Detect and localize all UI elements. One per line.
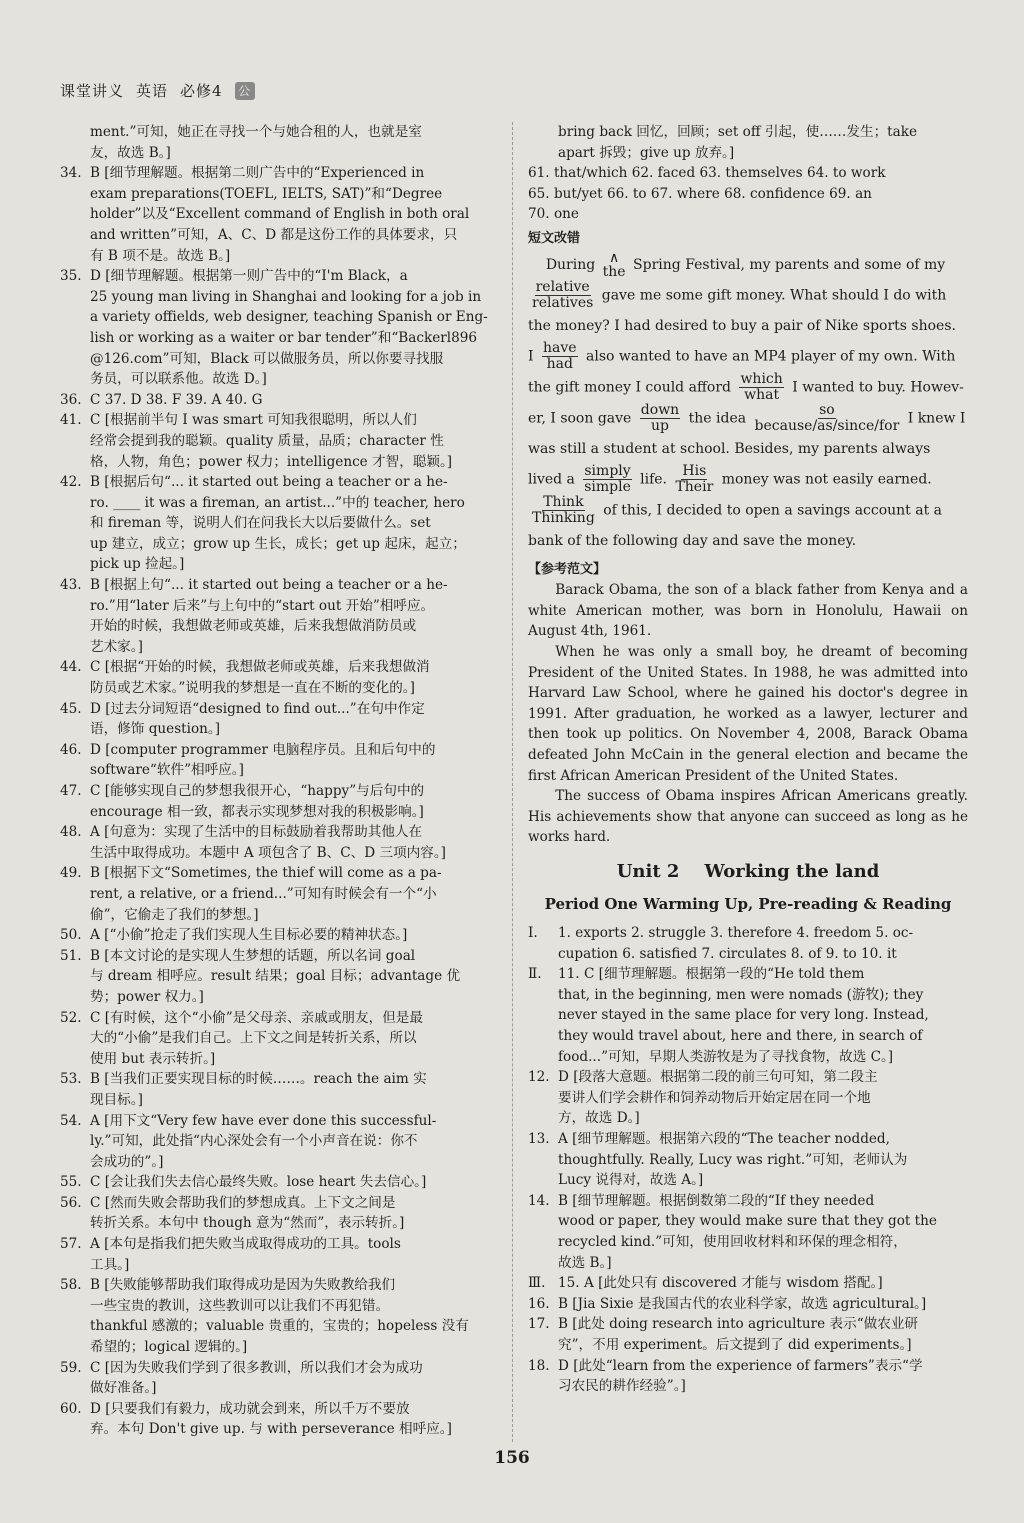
item-text-continued: 经常会提到我的聪颖。quality 质量，品质；character 性 (90, 432, 444, 449)
correction-have: $\frac{\text{have}}{\text{had}}$ (542, 339, 577, 372)
item-number: 55. (60, 1174, 82, 1191)
item-text-continued: ro. ____ it was a fireman, an artist...”中的 teacher, hero (90, 494, 465, 511)
answer-item (528, 1191, 968, 1212)
answer-item (60, 1069, 500, 1090)
item-text: C [能够实现自己的梦想我很开心，“happy”与后句中的 (90, 783, 425, 799)
item-text: B [本文讨论的是实现人生梦想的话题，所以名词 goal (90, 947, 416, 964)
item-text-continued: never stayed in the same place for very long. Instead, (558, 1007, 929, 1024)
item-text-continued: 生活中取得成功。本题中 A 项包含了 B、C、D 三项内容。] (90, 844, 446, 861)
item-number: 45. (60, 700, 82, 717)
item-number: 53. (60, 1071, 82, 1088)
item-text-continued: food...”可知，早期人类游牧是为了寻找食物，故选 C。] (558, 1048, 894, 1065)
answer-item (528, 1314, 968, 1335)
right-intro-line: apart 拆毁；give up 放弃。] (558, 144, 735, 161)
essay-paragraph: The success of Obama inspires African Americans greatly. His achievements show that anyone can succeed as long as he works hard. (528, 788, 968, 846)
answer-item (60, 657, 500, 678)
answer-item (60, 946, 500, 967)
book-title: 课堂讲义 (60, 82, 125, 100)
item-text-continued: they would travel about, here and there, in search of (558, 1028, 923, 1045)
item-text: 15. A [此处只有 discovered 才能与 wisdom 搭配。] (558, 1275, 883, 1292)
answer-item (60, 575, 500, 596)
item-number: 54. (60, 1112, 82, 1129)
item-text-continued: wood or paper, they would make sure that they got the (558, 1213, 937, 1230)
item-text-continued: 格，人物，角色；power 权力；intelligence 才智，聪颖。] (90, 453, 453, 470)
answer-item (60, 1275, 500, 1296)
item-text: C [会让我们失去信心最终失败。lose heart 失去信心。] (90, 1174, 427, 1191)
module-label: 必修4 (180, 82, 223, 100)
insertion-mark: ∧ the (602, 249, 626, 280)
item-text: B [此处 doing research into agriculture 表示“做农业研 (558, 1316, 919, 1333)
right-column (528, 122, 968, 1397)
item-text-continued: 希望的；logical 逻辑的。] (90, 1339, 248, 1356)
item-text: 11. C [细节理解题。根据第一段的“He told them (558, 966, 865, 983)
item-text-continued: 防员或艺术家。”说明我的梦想是一直在不断的变化的。] (90, 680, 415, 697)
item-text-continued: 弃。本句 Don't give up. 与 with perseverance 相呼应。] (90, 1421, 452, 1438)
item-text: D [只要我们有毅力，成功就会到来，所以千万不要放 (90, 1400, 410, 1417)
answer-item (528, 1356, 968, 1377)
item-text-continued: 会成功的”。] (90, 1153, 164, 1170)
item-text-continued: 现目标。] (90, 1091, 143, 1108)
answer-item (60, 925, 500, 946)
right-answer-list (528, 923, 968, 1397)
item-number: Ⅲ. (528, 1275, 546, 1292)
answer-item (60, 266, 500, 287)
item-text: C [根据“开始的时候，我想做老师或英雄，后来我想做消 (90, 659, 430, 676)
item-text: A [本句是指我们把失败当成取得成功的工具。tools (90, 1236, 401, 1253)
item-text-continued: 要讲人们学会耕作和饲养动物后开始定居在同一个地 (558, 1089, 871, 1106)
item-text: B [细节理解题。根据倒数第二段的“If they needed (558, 1192, 875, 1209)
item-number: 43. (60, 577, 82, 594)
item-text: A [句意为：实现了生活中的目标鼓励着我帮助其他人在 (90, 824, 423, 841)
item-number: 12. (528, 1069, 550, 1086)
answer-item (60, 822, 500, 843)
item-text-continued: pick up 捡起。] (90, 556, 185, 573)
item-text: D [段落大意题。根据第二段的前三句可知，第二段主 (558, 1069, 878, 1086)
item-number: 13. (528, 1131, 550, 1147)
item-text-continued: 一些宝贵的教训，这些教训可以让我们不再犯错。 (90, 1297, 390, 1314)
correction-so: $\frac{so}{\text{because/as/since/for}}$ (754, 401, 900, 434)
item-text-continued: 艺术家。] (90, 638, 143, 655)
item-number: 60. (60, 1400, 82, 1417)
item-text-continued: 大的“小偷”是我们自己。上下文之间是转折关系，所以 (90, 1030, 417, 1047)
item-text-continued: 工具。] (90, 1256, 130, 1273)
item-text-continued: 与 dream 相呼应。result 结果；goal 目标；advantage 优 (90, 968, 461, 985)
item-text-continued: 开始的时候，我想做老师或英雄，后来我想做消防员或 (90, 618, 417, 635)
item-number: 14. (528, 1192, 550, 1209)
item-text-continued: encourage 相一致，都表示实现梦想对我的积极影响。] (90, 803, 424, 820)
item-text-continued: 故选 B。] (558, 1254, 612, 1271)
item-number: 44. (60, 659, 82, 676)
item-text-continued: recycled kind.”可知，使用回收材料和环保的理念相符， (558, 1233, 907, 1250)
answer-line: 65. but/yet 66. to 67. where 68. confidence 69. an (528, 185, 872, 202)
item-text: 1. exports 2. struggle 3. therefore 4. freedom 5. oc- (558, 925, 914, 942)
item-text-continued: 做好准备。] (90, 1380, 157, 1397)
correction-relative: $\frac{\text{relative}}{\text{relatives}}$ (532, 278, 594, 311)
item-text: B [根据下文“Sometimes, the thief will come as a pa- (90, 865, 442, 882)
left-column (60, 122, 500, 1440)
item-text-continued: 习农民的耕作经验”。] (558, 1378, 686, 1395)
correction-down: $\frac{\text{down}}{up}$ (640, 401, 680, 434)
item-number: 35. (60, 268, 82, 285)
essay-paragraph: Barack Obama, the son of a black father from Kenya and a white American mother, was born in Honolulu, Hawaii on August 4th, 1961. (528, 582, 968, 640)
item-number: Ⅰ. (528, 925, 538, 942)
left-answer-list (60, 163, 500, 1440)
item-number: 16. (528, 1295, 550, 1312)
column-divider (512, 122, 513, 1442)
item-number: 36. (60, 391, 82, 408)
item-text: C [然而失败会帮助我们的梦想成真。上下文之间是 (90, 1194, 396, 1211)
correction-simply: $\frac{\text{simply}}{\text{simple}}$ (584, 462, 631, 495)
item-text-continued: and written”可知，A、C、D 都是这份工作的具体要求，只 (90, 226, 458, 243)
left-intro-line: ment.”可知，她正在寻找一个与她合租的人，也就是室 (90, 124, 422, 140)
item-number: 49. (60, 865, 82, 882)
model-essay (528, 580, 968, 848)
item-text-continued: software“软件”相呼应。] (90, 762, 244, 779)
answer-item (60, 390, 500, 411)
answer-item (60, 1111, 500, 1132)
item-text: D [computer programmer 电脑程序员。且和后句中的 (90, 741, 436, 758)
answer-item (528, 1129, 968, 1150)
item-text-continued: 使用 but 表示转折。] (90, 1050, 216, 1067)
answer-item (528, 1067, 968, 1088)
edition-badge: 公 (235, 82, 255, 100)
right-intro-line: bring back 回忆，回顾；set off 引起，使……发生；take (558, 124, 918, 140)
item-text-continued: 偷”，它偷走了我们的梦想。] (90, 906, 259, 923)
answer-item (60, 1172, 500, 1193)
correction-his: $\frac{\text{His}}{\text{Their}}$ (675, 462, 714, 495)
item-number: 41. (60, 412, 82, 429)
item-number: 56. (60, 1194, 82, 1211)
item-text-continued: 势；power 权力。] (90, 988, 204, 1005)
item-text: C 37. D 38. F 39. A 40. G (90, 391, 263, 408)
correction-think: $\frac{\text{Think}}{\text{Thinking}}$ (532, 493, 595, 526)
item-text-continued: lish or working as a waiter or bar tender”和“Backerl896 (90, 329, 478, 346)
period-title: Period One Warming Up, Pre-reading & Reading (544, 895, 952, 914)
answer-item (60, 410, 500, 431)
item-text-continued: 有 B 项不是。故选 B。] (90, 247, 231, 264)
item-text: D [细节理解题。根据第一则广告中的“I'm Black，a (90, 268, 408, 285)
answer-item (60, 1358, 500, 1379)
item-text: B [Jia Sixie 是我国古代的农业科学家，故选 agricultural。] (558, 1295, 927, 1312)
item-text-continued: a variety offields, web designer, teaching Spanish or Eng- (90, 309, 488, 326)
answer-item (528, 1273, 968, 1294)
item-text-continued: 25 young man living in Shanghai and looking for a job in (90, 288, 482, 305)
answer-line: 61. that/which 62. faced 63. themselves 64. to work (528, 165, 886, 182)
item-text-continued: up 建立，成立；grow up 生长，成长；get up 起床，起立； (90, 535, 466, 552)
item-text: B [细节理解题。根据第二则广告中的“Experienced in (90, 165, 425, 182)
item-text-continued: ro.”用“later 后来”与上句中的“start out 开始”相呼应。 (90, 597, 435, 614)
answer-item (60, 781, 500, 802)
page-number: 156 (494, 1448, 530, 1468)
answer-item (60, 1008, 500, 1029)
item-text: C [因为失败我们学到了很多教训，所以我们才会为成功 (90, 1359, 423, 1376)
item-number: 17. (528, 1316, 550, 1333)
item-text-continued: 究”，不用 experiment。后文提到了 did experiments。] (558, 1336, 912, 1353)
item-text-continued: 方，故选 D。] (558, 1110, 640, 1127)
item-text: A [“小偷”抢走了我们实现人生目标必要的精神状态。] (90, 927, 408, 944)
answer-item (528, 964, 968, 985)
correction-which: $\frac{\text{which}}{\text{what}}$ (740, 370, 783, 403)
left-intro-line: 友，故选 B。] (90, 144, 171, 161)
item-text: C [根据前半句 I was smart 可知我很聪明，所以人们 (90, 412, 417, 429)
answer-item (60, 1399, 500, 1420)
answer-item (60, 863, 500, 884)
item-text: B [根据后句“... it started out being a teacher or a he- (90, 474, 448, 491)
item-text-continued: that, in the beginning, men were nomads (游牧); they (558, 986, 924, 1003)
subject-label: 英语 (136, 82, 169, 100)
item-text-continued: ly.”可知，此处指“内心深处会有一个小声音在说：你不 (90, 1133, 418, 1150)
item-number: 50. (60, 927, 82, 944)
answer-item (528, 1294, 968, 1315)
answer-item (60, 472, 500, 493)
item-number: 48. (60, 824, 82, 841)
answer-item (60, 163, 500, 184)
answer-line: 70. one (528, 206, 579, 223)
item-text-continued: 和 fireman 等，说明人们在问我长大以后要做什么。set (90, 515, 431, 532)
answer-item (60, 699, 500, 720)
item-number: 42. (60, 474, 82, 491)
item-text-continued: 语，修饰 question。] (90, 721, 221, 738)
item-text: A [用下文“Very few have ever done this successful- (90, 1112, 437, 1129)
correction-heading: 短文改错 (528, 230, 581, 246)
item-text-continued: @126.com”可知，Black 可以做服务员，所以你要寻找服 (90, 350, 444, 367)
item-text-continued: 转折关系。本句中 though 意为“然而”，表示转折。] (90, 1215, 405, 1232)
essay-paragraph: When he was only a small boy, he dreamt of becoming President of the United States. In 1988, he was admitted into Harvard Law School, where he gained his doctor's degree in 1991. After graduation, he worked as a lawyer, lecturer and then took up politics. On November 4, 2008, Barack Obama defeated John McCain in the general election and became the first African American President of the United States. (528, 643, 968, 784)
item-text-continued: exam preparations(TOEFL, IELTS, SAT)”和“Degree (90, 185, 443, 202)
item-number: 59. (60, 1359, 82, 1376)
item-number: 34. (60, 165, 82, 182)
item-text: B [当我们正要实现目标的时候……。reach the aim 实 (90, 1071, 427, 1088)
item-text-continued: thoughtfully. Really, Lucy was right.”可知，老师认为 (558, 1151, 908, 1168)
answer-item (60, 740, 500, 761)
item-text: D [过去分词短语“designed to find out...”在句中作定 (90, 700, 425, 717)
essay-heading: 【参考范文】 (528, 561, 607, 577)
item-text-continued: Lucy 说得对，故选 A。] (558, 1172, 704, 1189)
unit-title: Unit 2 Working the land (616, 860, 880, 882)
item-text-continued: cupation 6. satisfied 7. circulates 8. of 9. to 10. it (558, 945, 897, 962)
item-text: B [失败能够帮助我们取得成功是因为失败教给我们 (90, 1277, 396, 1294)
page-header (60, 80, 255, 101)
item-text-continued: holder”以及“Excellent command of English in both oral (90, 206, 470, 223)
item-text: B [根据上句“... it started out being a teacher or a he- (90, 577, 448, 594)
item-number: 52. (60, 1009, 82, 1026)
item-number: 18. (528, 1357, 550, 1374)
item-text: C [有时候，这个“小偷”是父母亲、亲戚或朋友，但是最 (90, 1009, 423, 1026)
item-number: 47. (60, 783, 82, 799)
answer-item (528, 923, 968, 944)
item-text: A [细节理解题。根据第六段的“The teacher nodded, (558, 1131, 890, 1147)
item-text-continued: thankful 感激的；valuable 贵重的，宝贵的；hopeless 没有 (90, 1318, 469, 1335)
correction-passage: During ∧ the Spring Festival, my parents and some of my $\frac{\text{relative}}{\text{relatives}}$ gave me some gift money. What should I do with the money? I had desired to buy a pair of Nike sports shoes. I $\frac{\text{have}}{\text{had}}$ also wanted to have an MP4 player of my own. With the gift money I could afford $\frac{\text{which}}{\text{what}}$ I wanted to buy. Howev- er, I soon gave $\frac{\text{down}}{up}$ the idea $\frac{so}{\text{because/as/since/for}}$ I knew I was still a student at school. Besides, my parents always lived a $\frac{\text{simply}}{\text{simple}}$ life. $\frac{\text{His}}{\text{Their}}$ money was not easily earned. $\frac{\text{Think}}{\text{Thinking}}$ of this, I decided to open a savings account at a bank of the following day and save the money. (528, 249, 966, 549)
answer-item (60, 1193, 500, 1214)
answer-item (60, 1234, 500, 1255)
item-number: 58. (60, 1277, 82, 1294)
item-text-continued: 务员，可以联系他。故选 D。] (90, 371, 267, 388)
item-number: 46. (60, 741, 82, 758)
item-number: 51. (60, 947, 82, 964)
item-number: Ⅱ. (528, 966, 542, 983)
item-number: 57. (60, 1236, 82, 1253)
item-text-continued: rent, a relative, or a friend...”可知有时候会有一个“小 (90, 885, 437, 902)
item-text: D [此处“learn from the experience of farmers”表示“学 (558, 1357, 923, 1374)
